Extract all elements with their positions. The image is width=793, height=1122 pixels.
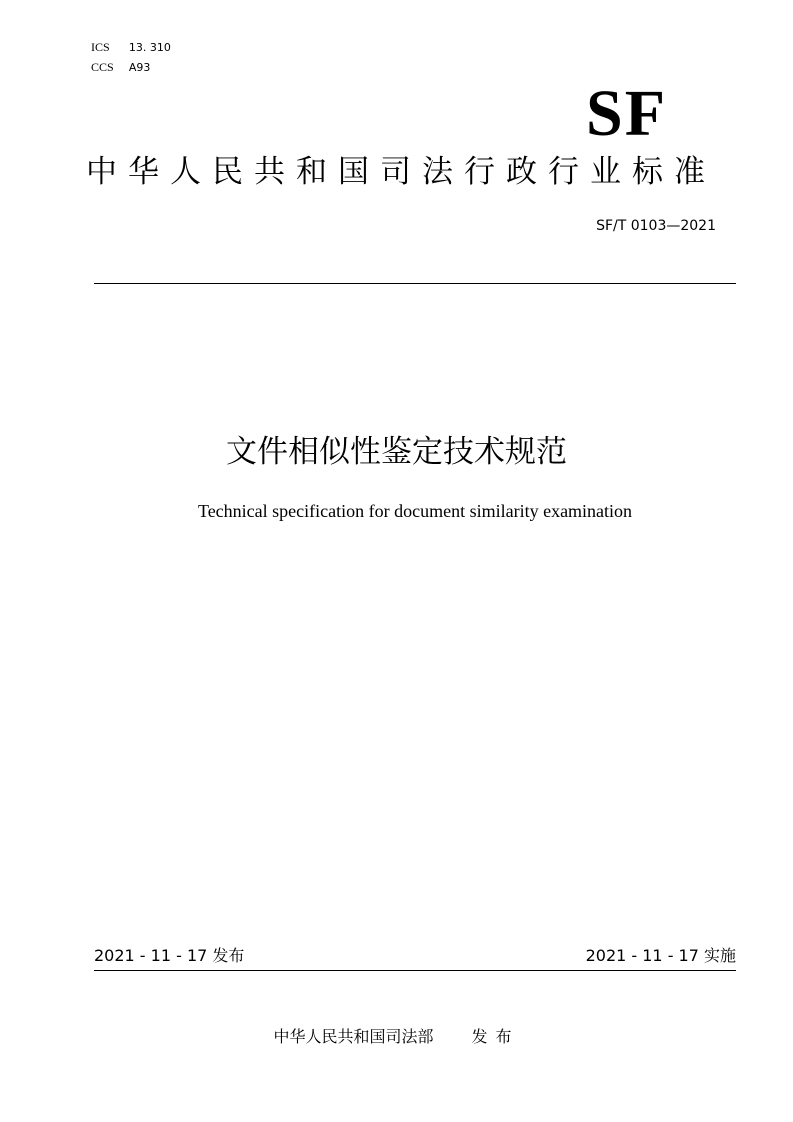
- document-subtitle: Technical specification for document similarity examination: [197, 501, 633, 521]
- implement-date: 2021 - 11 - 17 实施: [585, 946, 736, 965]
- document-title: 文件相似性鉴定技术规范: [226, 434, 567, 470]
- issuer-action: 发布: [471, 1027, 520, 1046]
- sf-logo: SF: [586, 77, 668, 150]
- org-title: 中华人民共和国司法行政行业标准: [86, 154, 716, 190]
- publish-date: 2021 - 11 - 17 发布: [94, 946, 245, 965]
- issuer-line: [0, 1025, 793, 1049]
- header-divider: [94, 283, 736, 284]
- footer-divider: [94, 970, 736, 971]
- issuer-name: 中华人民共和国司法部: [273, 1027, 434, 1046]
- ccs-value: A93: [128, 61, 151, 74]
- ccs-label: CCS: [91, 60, 114, 74]
- ics-label: ICS: [91, 40, 110, 54]
- ics-code: [91, 39, 171, 56]
- ccs-code: [91, 59, 150, 76]
- ics-value: 13. 310: [128, 41, 171, 54]
- standard-number: SF/T 0103—2021: [596, 218, 716, 234]
